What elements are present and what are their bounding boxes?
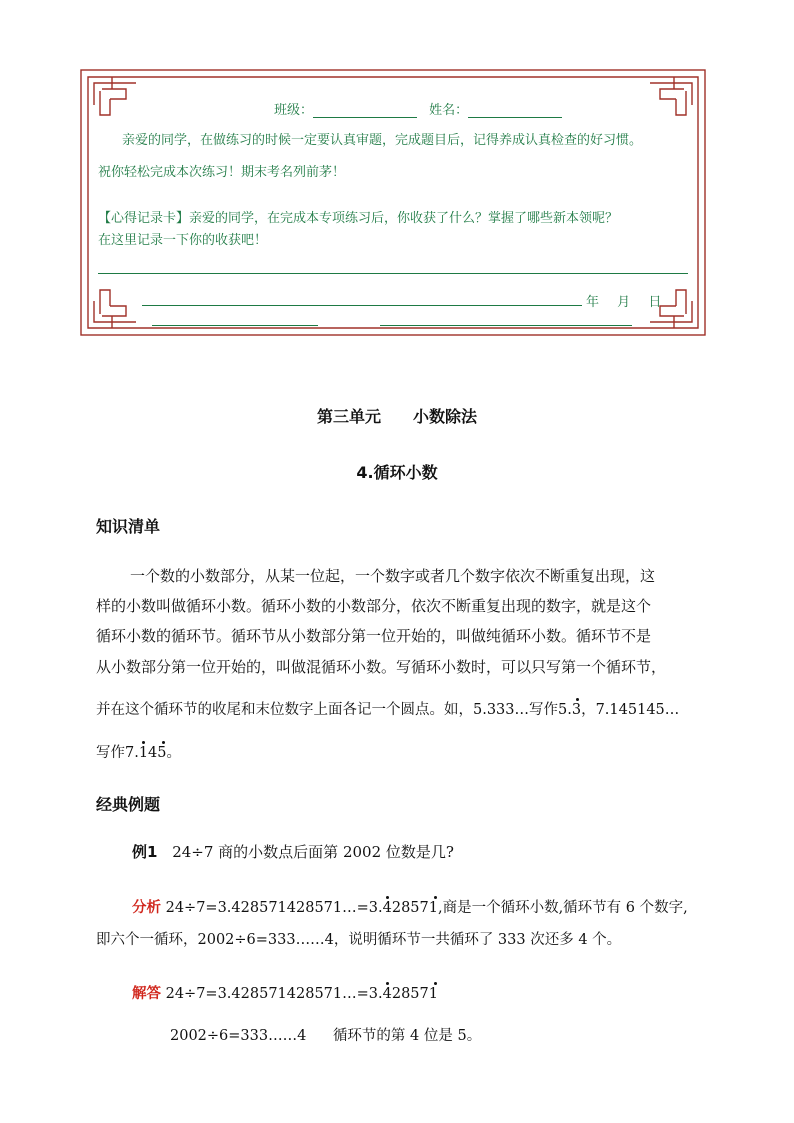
example-1 — [132, 841, 732, 862]
lesson-title: 4.循环小数 — [356, 463, 438, 482]
knowledge-line-5-tail: ，7.145145… — [581, 702, 680, 718]
example-question: 24÷7 商的小数点后面第 2002 位数是几? — [172, 843, 454, 861]
examples-heading: 经典例题 — [96, 795, 161, 814]
record-line-4 — [380, 325, 632, 326]
repeating-decimal-7-145 — [125, 745, 167, 761]
repeating-decimal-answer — [369, 986, 438, 1002]
name-label: 姓名： — [429, 103, 469, 118]
repeat-dot-end — [434, 896, 437, 899]
record-tag: 【心得记录卡】 — [98, 211, 190, 226]
repeat-dot-start — [142, 741, 145, 744]
repeating-decimal-analysis — [369, 900, 438, 916]
answer-text: 24÷7=3.428571428571…= — [165, 986, 369, 1002]
repeat-dot-start — [386, 982, 389, 985]
example-label: 例1 — [132, 843, 158, 861]
knowledge-line-5 — [96, 698, 696, 719]
wish-text: 祝你轻松完成本次练习！期末考名列前茅！ — [98, 165, 346, 180]
knowledge-line-5-text: 并在这个循环节的收尾和末位数字上面各记一个圆点。如，5.333…写作 — [96, 702, 559, 718]
answer-line-2 — [170, 1024, 770, 1045]
record-line-3 — [152, 325, 318, 326]
date-year: 年 — [586, 295, 600, 310]
greeting-text: 亲爱的同学，在做练习的时候一定要认真审题，完成题目后，记得养成认真检查的好习惯。 — [122, 133, 643, 148]
record-text: 亲爱的同学，在完成本专项练习后，你收获了什么？掌握了哪些新本领呢？ — [189, 211, 619, 226]
repeating-decimal-5-3 — [558, 702, 581, 718]
name-blank[interactable] — [468, 103, 562, 118]
repeat-dot-end — [434, 982, 437, 985]
record-prompt-2: 在这里记录一下你的收获吧！ — [98, 233, 268, 248]
class-label: 班级： — [274, 103, 314, 118]
analysis-text: 24÷7=3.428571428571…= — [165, 900, 369, 916]
knowledge-line-3: 循环小数的循环节。循环节从小数部分第一位开始的，叫做纯循环小数。循环节不是 — [96, 627, 652, 645]
date-month: 月 — [617, 295, 631, 310]
record-prompt — [98, 207, 618, 226]
answer-line-1 — [132, 982, 732, 1003]
knowledge-heading: 知识清单 — [96, 517, 161, 536]
repeating-decimal-text: 3.428571 — [368, 986, 438, 1002]
knowledge-line-2: 样的小数叫做循环小数。循环小数的小数部分，依次不断重复出现的数字，就是这个 — [96, 597, 652, 615]
answer-label: 解答 — [132, 986, 161, 1002]
repeating-decimal-text: 7.145 — [125, 745, 167, 761]
knowledge-line-6 — [96, 741, 696, 762]
analysis-line-1 — [132, 896, 732, 917]
knowledge-line-6-tail: 。 — [166, 745, 182, 761]
analysis-text-tail: ,商是一个循环小数,循环节有 6 个数字, — [437, 900, 688, 916]
repeat-dot-end — [162, 741, 165, 744]
analysis-label: 分析 — [132, 900, 161, 916]
date-day: 日 — [648, 295, 662, 310]
note-card — [80, 69, 706, 336]
date-row — [586, 291, 661, 310]
answer-division: 2002÷6=333……4 — [170, 1028, 307, 1044]
repeating-decimal-text: 3.428571 — [368, 900, 438, 916]
record-line-2 — [142, 305, 582, 306]
repeating-decimal-text: 5.3 — [558, 702, 582, 718]
answer-result: 循环节的第 4 位是 5。 — [332, 1028, 482, 1044]
unit-title: 第三单元 小数除法 — [316, 407, 477, 426]
repeat-dot-start — [386, 896, 389, 899]
record-line-1 — [98, 273, 688, 274]
repeat-dot — [576, 698, 579, 701]
analysis-line-2: 即六个一循环，2002÷6=333……4，说明循环节一共循环了 333 次还多 4 个。 — [96, 932, 622, 948]
knowledge-line-1: 一个数的小数部分，从某一位起，一个数字或者几个数字依次不断重复出现，这 — [130, 567, 656, 585]
knowledge-line-6-text: 写作 — [96, 745, 125, 761]
class-blank[interactable] — [313, 103, 417, 118]
class-name-row — [274, 99, 562, 118]
knowledge-line-4: 从小数部分第一位开始的，叫做混循环小数。写循环小数时，可以只写第一个循环节， — [96, 658, 667, 676]
